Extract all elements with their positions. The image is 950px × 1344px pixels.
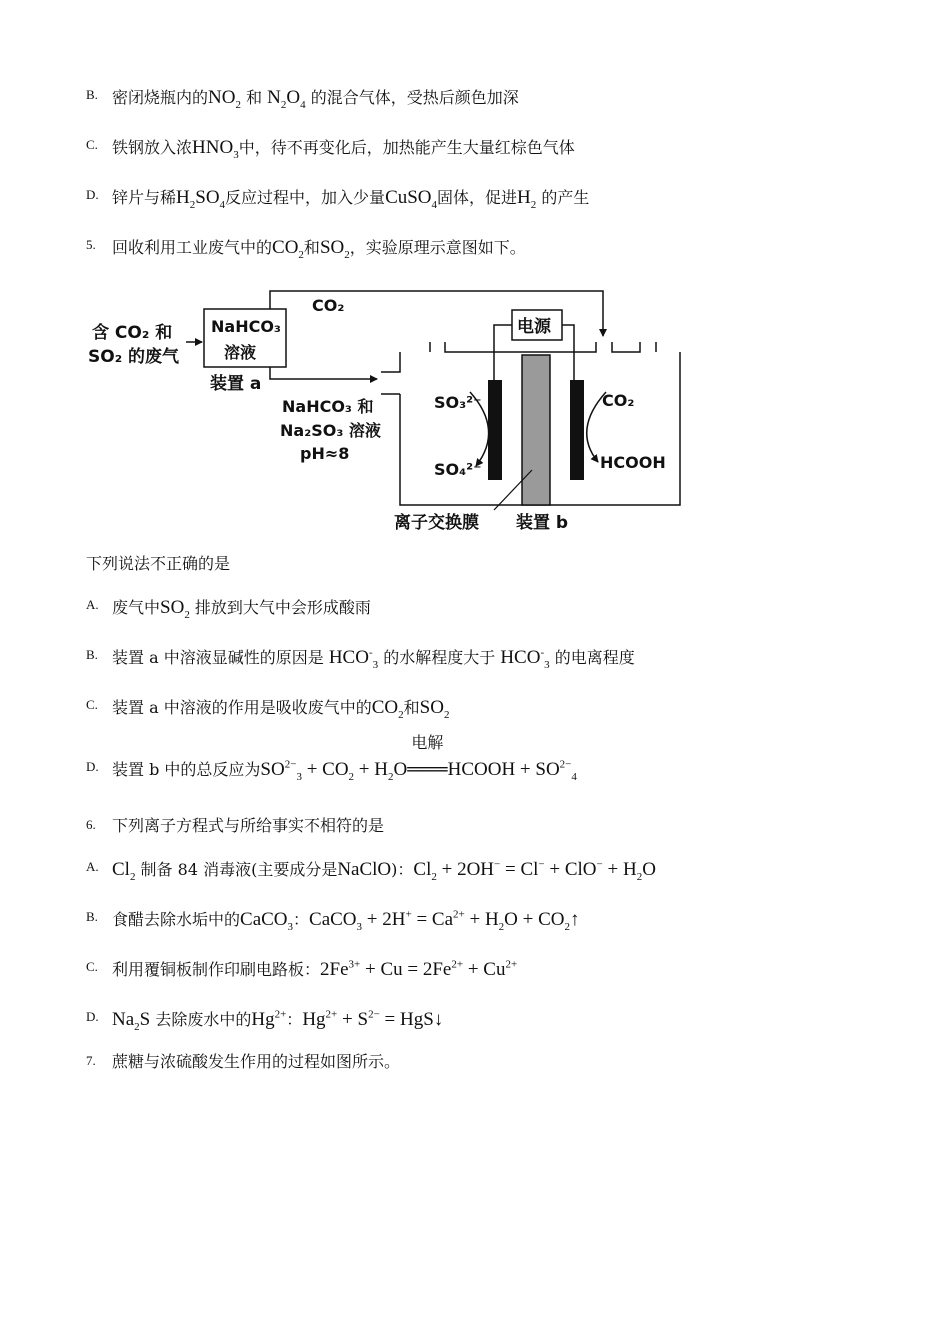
wire-left xyxy=(494,325,512,382)
text: 回收利用工业废气中的 xyxy=(112,238,273,257)
option-label: C. xyxy=(86,137,98,152)
formula-hno3: $HNO_3$ xyxy=(192,137,239,161)
formula-hco3: $HCO^-_3$ xyxy=(328,646,379,671)
text: ，实验原理示意图如下。 xyxy=(349,238,526,257)
text: 密闭烧瓶内的 xyxy=(112,88,209,107)
option-label: D. xyxy=(86,187,99,202)
wire-right xyxy=(562,325,574,382)
device-b-label: 装置 b xyxy=(516,513,569,533)
formula-so2: $SO_2$ xyxy=(319,237,350,261)
text: 和 xyxy=(246,88,263,107)
device-a-solution-line2: 溶液 xyxy=(224,343,257,362)
co2-pipe-label: CO₂ xyxy=(312,296,345,315)
device-a-label: 装置 a xyxy=(210,374,262,394)
hcooh-label: HCOOH xyxy=(600,453,666,472)
membrane-label: 离子交换膜 xyxy=(394,513,479,533)
question-number: 7. xyxy=(86,1053,96,1068)
left-electrode xyxy=(488,380,502,480)
option-label: B. xyxy=(86,87,98,102)
text: 和 xyxy=(303,238,320,257)
option-label: D. xyxy=(86,759,99,774)
solution-pipe xyxy=(270,367,377,379)
question-number: 5. xyxy=(86,237,96,252)
formula-no2: $NO_2$ xyxy=(208,87,241,111)
text: ： xyxy=(293,910,310,929)
flow-ph: pH≈8 xyxy=(300,444,350,463)
text: 反应过程中，加入少量 xyxy=(225,188,386,207)
formula-cl2: $Cl_2$ xyxy=(112,859,136,883)
text: 和 xyxy=(403,698,420,717)
formula-hg-ion: $Hg^{2+}$ xyxy=(251,1008,287,1030)
flow-solution-line2: Na₂SO₃ 溶液 xyxy=(280,421,381,440)
sulfite-label: SO₃²⁻ xyxy=(434,393,482,412)
text: ： xyxy=(286,1010,303,1029)
option-label: D. xyxy=(86,1009,99,1024)
sulfate-label: SO₄²⁻ xyxy=(434,460,482,479)
formula-h2: $H_2$ xyxy=(517,187,537,211)
co2-reactant-label: CO₂ xyxy=(602,391,635,410)
text: 装置 a 中溶液显碱性的原因是 xyxy=(112,648,324,667)
flow-solution-line1: NaHCO₃ 和 xyxy=(282,397,374,416)
ionic-equation: CaCO$_3$ + $2H^+ = Ca^{2+} + H_2O$ + $CO_2↑$ xyxy=(309,908,580,933)
option-label: B. xyxy=(86,647,98,662)
text: 的产生 xyxy=(541,188,590,207)
ionic-equation: $Cl_2 + 2OH^- = Cl^- + ClO^- + H_2O$ xyxy=(413,858,656,883)
waste-gas-label-line1: 含 CO₂ 和 xyxy=(92,323,173,343)
text: 蔗糖与浓硫酸发生作用的过程如图所示。 xyxy=(112,1052,401,1071)
ion-exchange-membrane xyxy=(522,355,550,505)
text: 固体，促进 xyxy=(437,188,518,207)
option-label: A. xyxy=(86,597,99,612)
question-number: 6. xyxy=(86,817,96,832)
electrolysis-condition: 电解 xyxy=(411,735,444,752)
formula-so2: $SO_2$ xyxy=(419,697,450,721)
formula-hco3: $HCO^-_3$ xyxy=(500,646,550,671)
option-label: C. xyxy=(86,959,98,974)
right-electrode xyxy=(570,380,584,480)
ionic-equation: $Hg^{2+} + S^{2-}$ = HgS↓ xyxy=(302,1008,444,1030)
text: 锌片与稀 xyxy=(112,188,177,207)
text: 装置 a 中溶液的作用是吸收废气中的 xyxy=(112,698,372,717)
option-label: C. xyxy=(86,697,98,712)
text: 食醋去除水垢中的 xyxy=(112,910,241,929)
formula-caco3: CaCO$_3$ xyxy=(240,909,294,933)
text: )： xyxy=(391,860,414,879)
total-reaction-equation: $SO^{2-}_3 + CO_2 + H_2O$ 电解 ═══HCOOH + $SO^{2-}_4$ xyxy=(260,735,577,783)
option-label: A. xyxy=(86,859,99,874)
text: 的电离程度 xyxy=(554,648,635,667)
text: 制备 84 消毒液(主要成分是 xyxy=(140,860,338,879)
text: 中，待不再变化后，加热能产生大量红棕色气体 xyxy=(238,138,575,157)
cell-left-wall xyxy=(381,352,400,372)
device-a-solution-line1: NaHCO₃ xyxy=(211,317,281,336)
power-supply-label: 电源 xyxy=(517,317,551,337)
waste-gas-label-line2: SO₂ 的废气 xyxy=(88,347,180,367)
formula-naclo: NaClO xyxy=(337,859,392,880)
formula-co2: $CO_2$ xyxy=(371,697,404,721)
text: 下列离子方程式与所给事实不相符的是 xyxy=(112,816,385,835)
text: 去除废水中的 xyxy=(155,1010,252,1029)
formula-na2s: $Na_2S$ xyxy=(112,1009,151,1033)
text: 铁钢放入浓 xyxy=(112,138,193,157)
ionic-equation: $2Fe^{3+} + Cu = 2Fe^{2+} + Cu^{2+}$ xyxy=(320,958,518,980)
formula-h2so4: $H_2SO_4$ xyxy=(176,187,226,211)
text: 废气中 xyxy=(112,598,161,617)
text: 的混合气体，受热后颜色加深 xyxy=(310,88,519,107)
option-label: B. xyxy=(86,909,98,924)
formula-so2: $SO_2$ xyxy=(160,597,190,621)
text: 利用覆铜板制作印刷电路板： xyxy=(112,960,321,979)
formula-n2o4: $N_2O_4$ xyxy=(267,87,306,111)
formula-co2: $CO_2$ xyxy=(272,237,304,261)
text: 的水解程度大于 xyxy=(383,648,496,667)
electrolysis-diagram xyxy=(84,282,694,534)
formula-cuso4: CuSO$_4$ xyxy=(385,187,438,211)
text: 下列说法不正确的是 xyxy=(86,554,231,573)
text: 排放到大气中会形成酸雨 xyxy=(194,598,371,617)
text: 装置 b 中的总反应为 xyxy=(112,760,261,779)
cell-right-vent xyxy=(612,342,640,352)
